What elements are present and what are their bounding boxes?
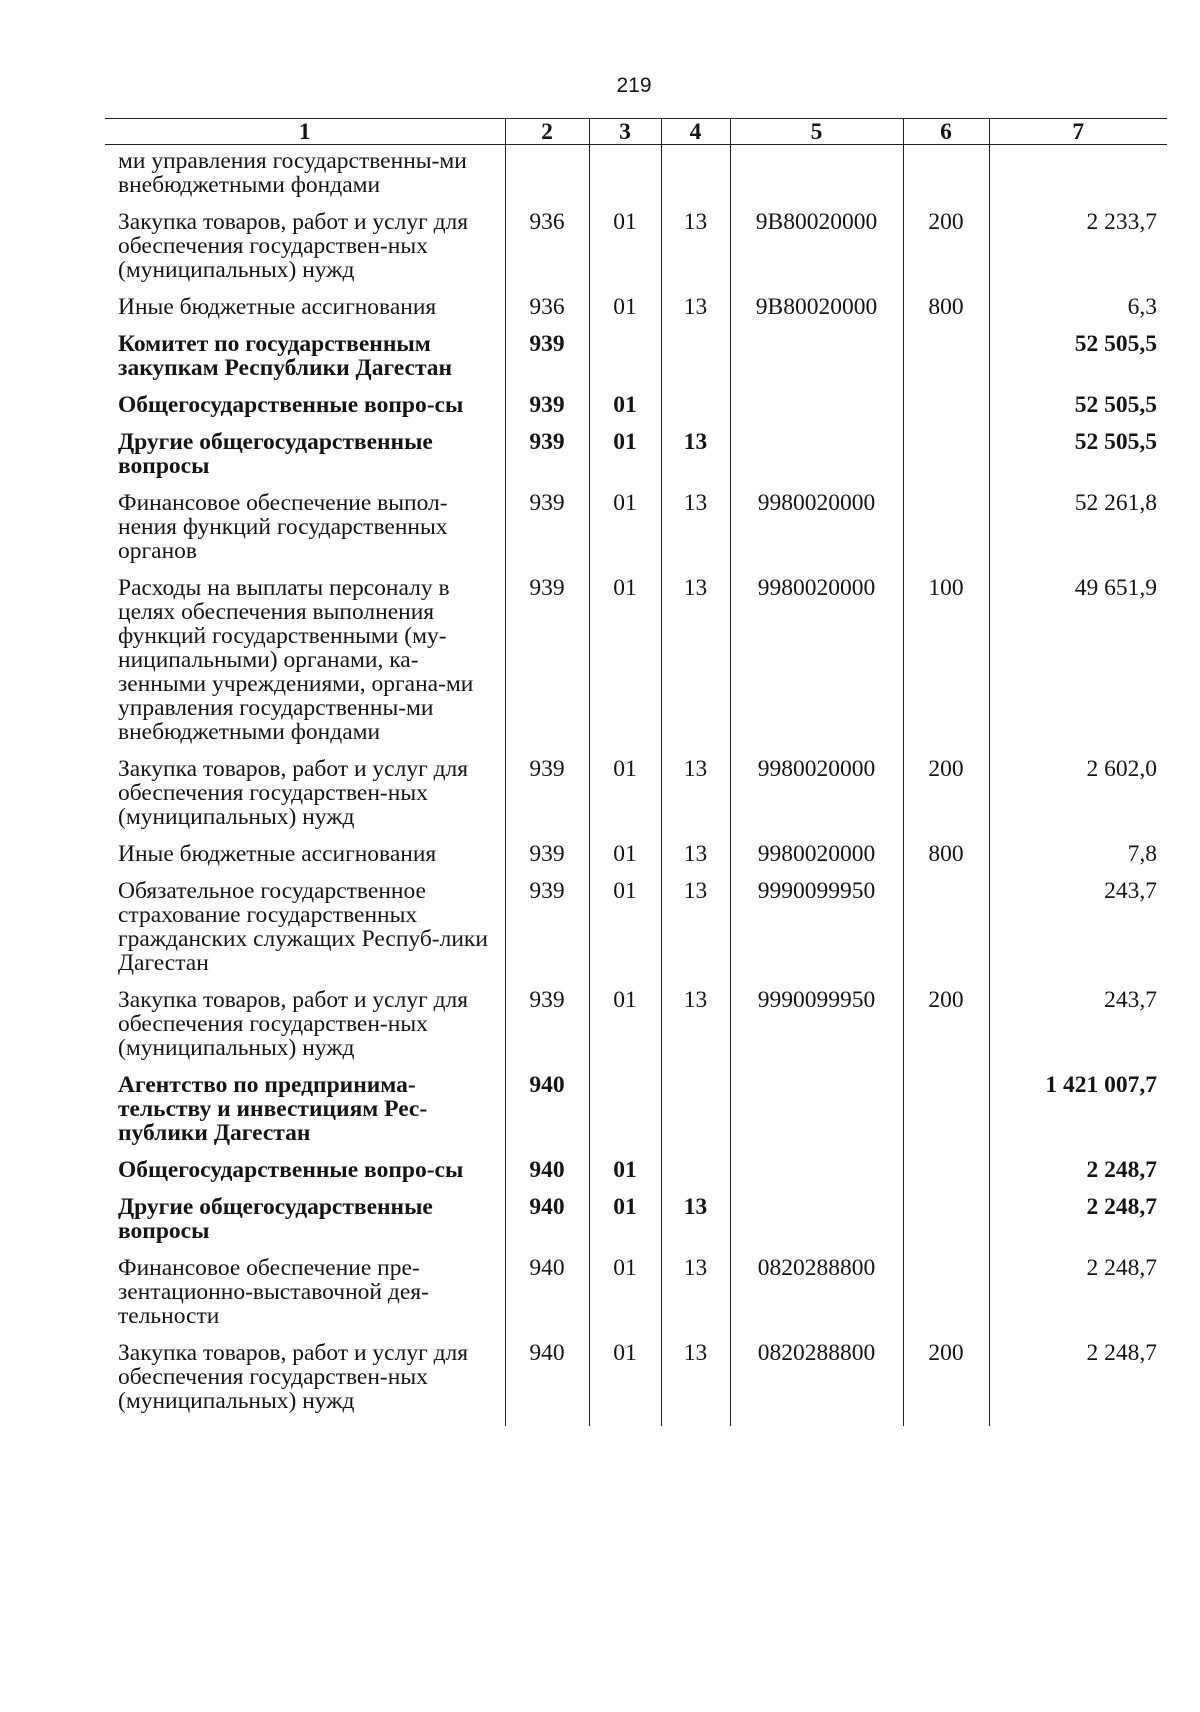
expense-type-code <box>903 491 989 576</box>
budget-table <box>105 118 1167 1426</box>
target-item-code <box>730 332 903 393</box>
table-row <box>105 757 1167 842</box>
subsection-code <box>661 332 730 393</box>
ministry-code: 939 <box>505 879 589 988</box>
expense-type-code <box>903 430 989 491</box>
row-name: Расходы на выплаты персоналу в целях обеспечения выполнения функций государственными (му-ниципальными) органами, ка-зенными учреждениями, органа-ми управления государственны-ми внебюджетными фондами <box>118 575 474 745</box>
section-code: 01 <box>589 491 661 576</box>
table-row <box>105 988 1167 1073</box>
column-header-expense-type: 6 <box>903 119 989 145</box>
subsection-code: 13 <box>661 757 730 842</box>
section-code: 01 <box>589 210 661 295</box>
section-code: 01 <box>589 988 661 1073</box>
subsection-code: 13 <box>661 491 730 576</box>
target-item-code: 9980020000 <box>730 757 903 842</box>
target-item-code: 0820288800 <box>730 1341 903 1426</box>
ministry-code: 939 <box>505 576 589 757</box>
ministry-code: 939 <box>505 757 589 842</box>
section-code: 01 <box>589 1195 661 1256</box>
row-name: Закупка товаров, работ и услуг для обеспечения государствен-ных (муниципальных) нужд <box>118 987 469 1061</box>
subsection-code <box>661 1073 730 1158</box>
table-row <box>105 1073 1167 1158</box>
page-number: 219 <box>616 74 652 97</box>
target-item-code <box>730 1158 903 1195</box>
section-code: 01 <box>589 430 661 491</box>
expense-type-code <box>903 1195 989 1256</box>
section-code: 01 <box>589 1256 661 1341</box>
table-row <box>105 1158 1167 1195</box>
amount: 243,7 <box>989 988 1167 1073</box>
expense-type-code <box>903 879 989 988</box>
ministry-code: 940 <box>505 1195 589 1256</box>
column-header-ministry: 2 <box>505 119 589 145</box>
ministry-code: 939 <box>505 393 589 430</box>
table-body <box>105 145 1167 1427</box>
row-name: Агентство по предпринима-тельству и инвестициям Рес-публики Дагестан <box>118 1072 428 1146</box>
target-item-code <box>730 1073 903 1158</box>
expense-type-code <box>903 145 989 211</box>
amount: 49 651,9 <box>989 576 1167 757</box>
table-row <box>105 842 1167 879</box>
ministry-code: 939 <box>505 491 589 576</box>
column-header-subsection: 4 <box>661 119 730 145</box>
row-name: Другие общегосударственные вопросы <box>118 429 433 479</box>
expense-type-code <box>903 332 989 393</box>
amount: 52 261,8 <box>989 491 1167 576</box>
target-item-code: 9980020000 <box>730 842 903 879</box>
table-row <box>105 393 1167 430</box>
amount <box>989 145 1167 211</box>
target-item-code <box>730 393 903 430</box>
ministry-code: 940 <box>505 1341 589 1426</box>
expense-type-code: 800 <box>903 295 989 332</box>
table-header-row <box>105 119 1167 145</box>
row-name: Обязательное государственное страхование государственных гражданских служащих Респуб-лики Дагестан <box>118 878 488 976</box>
ministry-code: 940 <box>505 1256 589 1341</box>
table-row <box>105 1195 1167 1256</box>
ministry-code: 936 <box>505 210 589 295</box>
subsection-code: 13 <box>661 295 730 332</box>
row-name: Финансовое обеспечение пре-зентационно-выставочной дея-тельности <box>118 1255 429 1329</box>
ministry-code: 939 <box>505 842 589 879</box>
table-row <box>105 332 1167 393</box>
target-item-code: 9990099950 <box>730 879 903 988</box>
section-code <box>589 145 661 211</box>
amount: 1 421 007,7 <box>989 1073 1167 1158</box>
ministry-code: 940 <box>505 1158 589 1195</box>
row-name: Финансовое обеспечение выпол-нения функций государственных органов <box>118 490 448 564</box>
target-item-code <box>730 1195 903 1256</box>
subsection-code: 13 <box>661 842 730 879</box>
target-item-code: 9990099950 <box>730 988 903 1073</box>
target-item-code: 9В80020000 <box>730 295 903 332</box>
ministry-code: 939 <box>505 988 589 1073</box>
section-code: 01 <box>589 576 661 757</box>
subsection-code: 13 <box>661 879 730 988</box>
expense-type-code: 200 <box>903 757 989 842</box>
target-item-code: 0820288800 <box>730 1256 903 1341</box>
expense-type-code: 800 <box>903 842 989 879</box>
amount: 2 602,0 <box>989 757 1167 842</box>
row-name: Общегосударственные вопро-сы <box>118 1157 464 1183</box>
ministry-code <box>505 145 589 211</box>
subsection-code <box>661 145 730 211</box>
section-code <box>589 1073 661 1158</box>
section-code: 01 <box>589 393 661 430</box>
row-name: Закупка товаров, работ и услуг для обеспечения государствен-ных (муниципальных) нужд <box>118 209 469 283</box>
section-code: 01 <box>589 295 661 332</box>
table-row <box>105 879 1167 988</box>
row-name: Иные бюджетные ассигнования <box>118 294 437 320</box>
amount: 243,7 <box>989 879 1167 988</box>
subsection-code: 13 <box>661 1256 730 1341</box>
table-row <box>105 1256 1167 1341</box>
row-name: Комитет по государственным закупкам Республики Дагестан <box>118 331 453 381</box>
amount: 52 505,5 <box>989 332 1167 393</box>
column-header-name: 1 <box>105 119 505 145</box>
expense-type-code: 100 <box>903 576 989 757</box>
subsection-code: 13 <box>661 576 730 757</box>
table-row <box>105 1341 1167 1426</box>
subsection-code: 13 <box>661 210 730 295</box>
section-code: 01 <box>589 1158 661 1195</box>
amount: 2 248,7 <box>989 1256 1167 1341</box>
row-name: Общегосударственные вопро-сы <box>118 392 464 418</box>
subsection-code: 13 <box>661 988 730 1073</box>
target-item-code <box>730 430 903 491</box>
expense-type-code: 200 <box>903 1341 989 1426</box>
target-item-code: 9980020000 <box>730 491 903 576</box>
expense-type-code <box>903 1256 989 1341</box>
row-name: Закупка товаров, работ и услуг для обеспечения государствен-ных (муниципальных) нужд <box>118 1340 469 1414</box>
amount: 2 233,7 <box>989 210 1167 295</box>
column-header-section: 3 <box>589 119 661 145</box>
subsection-code: 13 <box>661 1341 730 1426</box>
row-name: ми управления государственны-ми внебюджетными фондами <box>118 148 467 198</box>
subsection-code: 13 <box>661 1195 730 1256</box>
table-row <box>105 295 1167 332</box>
table-row <box>105 145 1167 211</box>
row-name: Закупка товаров, работ и услуг для обеспечения государствен-ных (муниципальных) нужд <box>118 756 469 830</box>
subsection-code <box>661 393 730 430</box>
ministry-code: 936 <box>505 295 589 332</box>
amount: 2 248,7 <box>989 1195 1167 1256</box>
target-item-code: 9В80020000 <box>730 210 903 295</box>
expense-type-code <box>903 393 989 430</box>
amount: 52 505,5 <box>989 393 1167 430</box>
section-code: 01 <box>589 842 661 879</box>
amount: 2 248,7 <box>989 1158 1167 1195</box>
amount: 2 248,7 <box>989 1341 1167 1426</box>
table-row <box>105 210 1167 295</box>
column-header-target-item: 5 <box>730 119 903 145</box>
section-code: 01 <box>589 1341 661 1426</box>
ministry-code: 939 <box>505 332 589 393</box>
amount: 6,3 <box>989 295 1167 332</box>
table-row <box>105 491 1167 576</box>
expense-type-code: 200 <box>903 988 989 1073</box>
row-name: Другие общегосударственные вопросы <box>118 1194 433 1244</box>
expense-type-code <box>903 1158 989 1195</box>
section-code: 01 <box>589 879 661 988</box>
expense-type-code: 200 <box>903 210 989 295</box>
ministry-code: 939 <box>505 430 589 491</box>
table-row <box>105 576 1167 757</box>
table-row <box>105 430 1167 491</box>
row-name: Иные бюджетные ассигнования <box>118 841 437 867</box>
target-item-code <box>730 145 903 211</box>
column-header-amount: 7 <box>989 119 1167 145</box>
expense-type-code <box>903 1073 989 1158</box>
subsection-code: 13 <box>661 430 730 491</box>
amount: 7,8 <box>989 842 1167 879</box>
section-code <box>589 332 661 393</box>
ministry-code: 940 <box>505 1073 589 1158</box>
amount: 52 505,5 <box>989 430 1167 491</box>
target-item-code: 9980020000 <box>730 576 903 757</box>
section-code: 01 <box>589 757 661 842</box>
subsection-code <box>661 1158 730 1195</box>
